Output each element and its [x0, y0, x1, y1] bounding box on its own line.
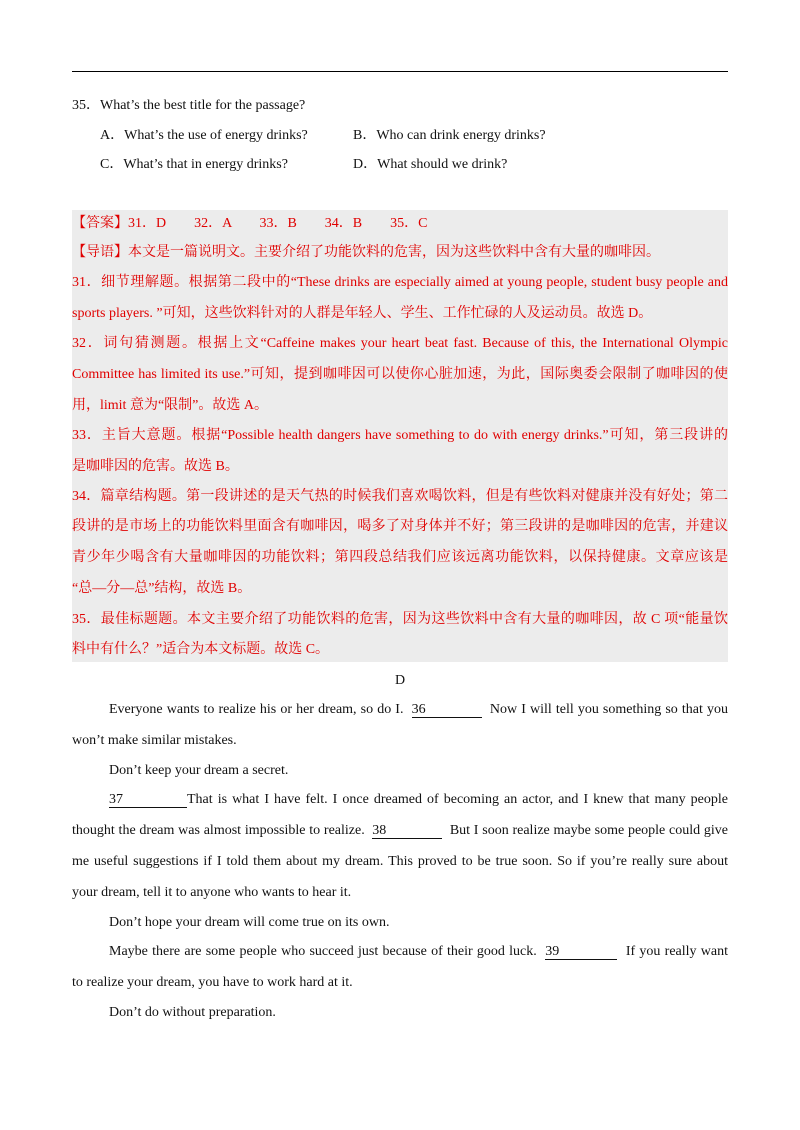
paragraph-3-text-1: That is what I have felt. I once dreamed of becoming an actor, and I knew that many people: [187, 792, 728, 807]
paragraph-1-text-b: Now I will tell you something so that you: [489, 702, 728, 717]
guide-line: [72, 245, 728, 261]
paragraph-3-text-2a: thought the dream was almost impossible to realize.: [72, 823, 365, 838]
header-rule: [72, 71, 728, 72]
blank-36: 36: [412, 702, 482, 718]
explanation-31-line-1: 31．细节理解题。根据第二段中的“These drinks are especially aimed at young people, student busy people and: [72, 275, 728, 290]
paragraph-4: Don’t hope your dream will come true on its own.: [109, 915, 390, 930]
paragraph-5-text-a: Maybe there are some people who succeed just because of their good luck.: [109, 944, 537, 959]
blank-39: 39: [545, 944, 617, 960]
option-a: A．What’s the use of energy drinks?: [100, 128, 308, 143]
paragraph-5-line-2: to realize your dream, you have to work hard at it.: [72, 975, 353, 990]
paragraph-3-text-2b: But I soon realize maybe some people could give: [449, 823, 729, 838]
explanation-34-line-4: “总—分—总”结构，故选 B。: [72, 581, 252, 596]
explanation-34-line-2: 段讲的是市场上的功能饮料里面含有咖啡因，喝多了对身体并不好；第三段讲的是咖啡因的危害，并建议: [72, 519, 728, 534]
answer-key-label: 【答案】: [72, 216, 128, 231]
guide-label: 【导语】: [72, 245, 128, 260]
explanation-33-line-1: 33．主旨大意题。根据“Possible health dangers have something to do with energy drinks.”可知，第三段讲的: [72, 428, 728, 443]
question-35-stem: 35．What’s the best title for the passage?: [72, 98, 306, 113]
option-c: C．What’s that in energy drinks?: [100, 157, 288, 172]
paragraph-2: Don’t keep your dream a secret.: [109, 763, 289, 778]
paragraph-1-line-1: [109, 702, 728, 718]
answer-key-values: 31．D 32．A 33．B 34．B 35．C: [128, 216, 428, 231]
paragraph-6: Don’t do without preparation.: [109, 1005, 276, 1020]
paragraph-3-line-4: your dream, tell it to anyone who wants to hear it.: [72, 885, 352, 900]
explanation-31-line-2: sports players. ”可知，这些饮料针对的人群是年轻人、学生、工作忙碌的人及运动员。故选 D。: [72, 306, 653, 321]
paragraph-1-text-a: Everyone wants to realize his or her dream, so do I.: [109, 702, 404, 717]
explanation-34-line-1: 34．篇章结构题。第一段讲述的是天气热的时候我们喜欢喝饮料，但是有些饮料对健康并没有好处；第二: [72, 489, 728, 504]
passage-heading: D: [394, 673, 406, 688]
blank-37: 37: [109, 792, 187, 808]
explanation-32-line-3: 用，limit 意为“限制”。故选 A。: [72, 398, 268, 413]
paragraph-1-line-2: won’t make similar mistakes.: [72, 733, 237, 748]
explanation-34-line-3: 青少年少喝含有大量咖啡因的功能饮料；第四段总结我们应该远离功能饮料，以保持健康。文章应该是: [72, 550, 728, 565]
option-b: B．Who can drink energy drinks?: [353, 128, 546, 143]
explanation-32-line-2: Committee has limited its use.”可知，提到咖啡因可以使你心脏加速，为此，国际奥委会限制了咖啡因的使: [72, 367, 728, 382]
paragraph-5-text-b: If you really want: [625, 944, 728, 959]
option-d: D．What should we drink?: [353, 157, 508, 172]
answer-key: [72, 216, 728, 232]
paragraph-5-line-1: [109, 944, 728, 960]
explanation-35-line-2: 料中有什么？”适合为本文标题。故选 C。: [72, 642, 330, 657]
paragraph-3-line-3: me useful suggestions if I told them about my dream. This proved to be true soon. So if you’re really sure about: [72, 854, 728, 869]
explanation-35-line-1: 35．最佳标题题。本文主要介绍了功能饮料的危害，因为这些饮料中含有大量的咖啡因，故 C 项“能量饮: [72, 612, 728, 627]
paragraph-3-line-2: [72, 823, 728, 839]
blank-38: 38: [372, 823, 442, 839]
explanation-33-line-2: 是咖啡因的危害。故选 B。: [72, 459, 239, 474]
explanation-32-line-1: 32．词句猜测题。根据上文“Caffeine makes your heart beat fast. Because of this, the International Olympic: [72, 336, 728, 351]
paragraph-3-line-1: [109, 792, 728, 808]
guide-text: 本文是一篇说明文。主要介绍了功能饮料的危害，因为这些饮料中含有大量的咖啡因。: [128, 245, 660, 260]
